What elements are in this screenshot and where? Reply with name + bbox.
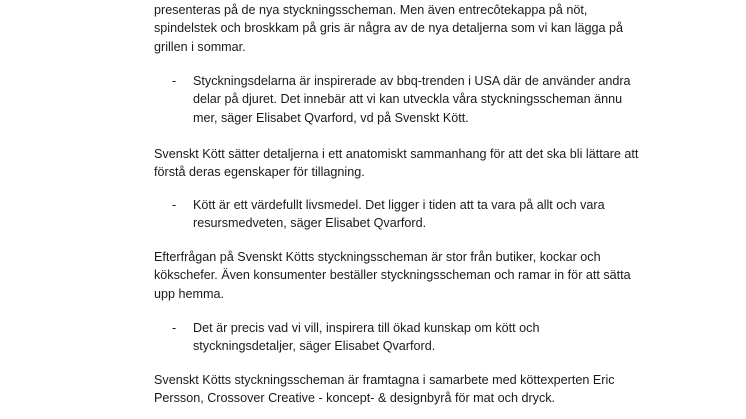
text-line: Det är precis vad vi vill, inspirera till ökad kunskap om kött och <box>193 321 540 335</box>
text-line: styckningsdetaljer, säger Elisabet Qvarford. <box>193 339 436 354</box>
paragraph-3 <box>154 248 631 303</box>
text-line: förstå deras egenskaper för tillagning. <box>154 165 365 180</box>
text-line: upp hemma. <box>154 286 225 301</box>
text-line: kökschefer. Även konsumenter beställer styckningsscheman och ramar in för att sätta <box>154 268 631 283</box>
bullet-marker: - <box>172 321 177 335</box>
bullet-quote-1 <box>193 72 631 127</box>
text-line: resursmedveten, säger Elisabet Qvarford. <box>193 216 427 231</box>
text-line: Svenskt Kötts styckningsscheman är framtagna i samarbete med köttexperten Eric <box>154 373 615 387</box>
text-line: presenteras på de nya styckningsscheman. Men även entrecôtekappa på nöt, <box>154 3 588 17</box>
bullet-quote-2 <box>193 196 605 233</box>
text-line: Efterfrågan på Svenskt Kötts styckningsscheman är stor från butiker, kockar och <box>154 250 601 264</box>
bullet-quote-3 <box>193 319 539 356</box>
text-line: grillen i sommar. <box>154 39 246 54</box>
bullet-marker: - <box>172 198 177 212</box>
text-line: Styckningsdelarna är inspirerade av bbq-trenden i USA där de använder andra <box>193 74 631 88</box>
text-line: mer, säger Elisabet Qvarford, vd på Svenskt Kött. <box>193 110 469 125</box>
text-line: delar på djuret. Det innebär att vi kan utveckla våra styckningsscheman ännu <box>193 92 623 107</box>
paragraph-4 <box>154 371 615 408</box>
text-line: Kött är ett värdefullt livsmedel. Det ligger i tiden att ta vara på allt och vara <box>193 198 605 212</box>
text-line: Persson, Crossover Creative - koncept- & designbyrå för mat och dryck. <box>154 391 556 406</box>
bullet-marker: - <box>172 74 177 88</box>
paragraph-1 <box>154 1 623 56</box>
text-line: spindelstek och broskkam på gris är några av de nya detaljerna som vi kan lägga på <box>154 21 624 36</box>
paragraph-2 <box>154 145 638 182</box>
text-line: Svenskt Kött sätter detaljerna i ett anatomiskt sammanhang för att det ska bli lättare att <box>154 147 639 161</box>
